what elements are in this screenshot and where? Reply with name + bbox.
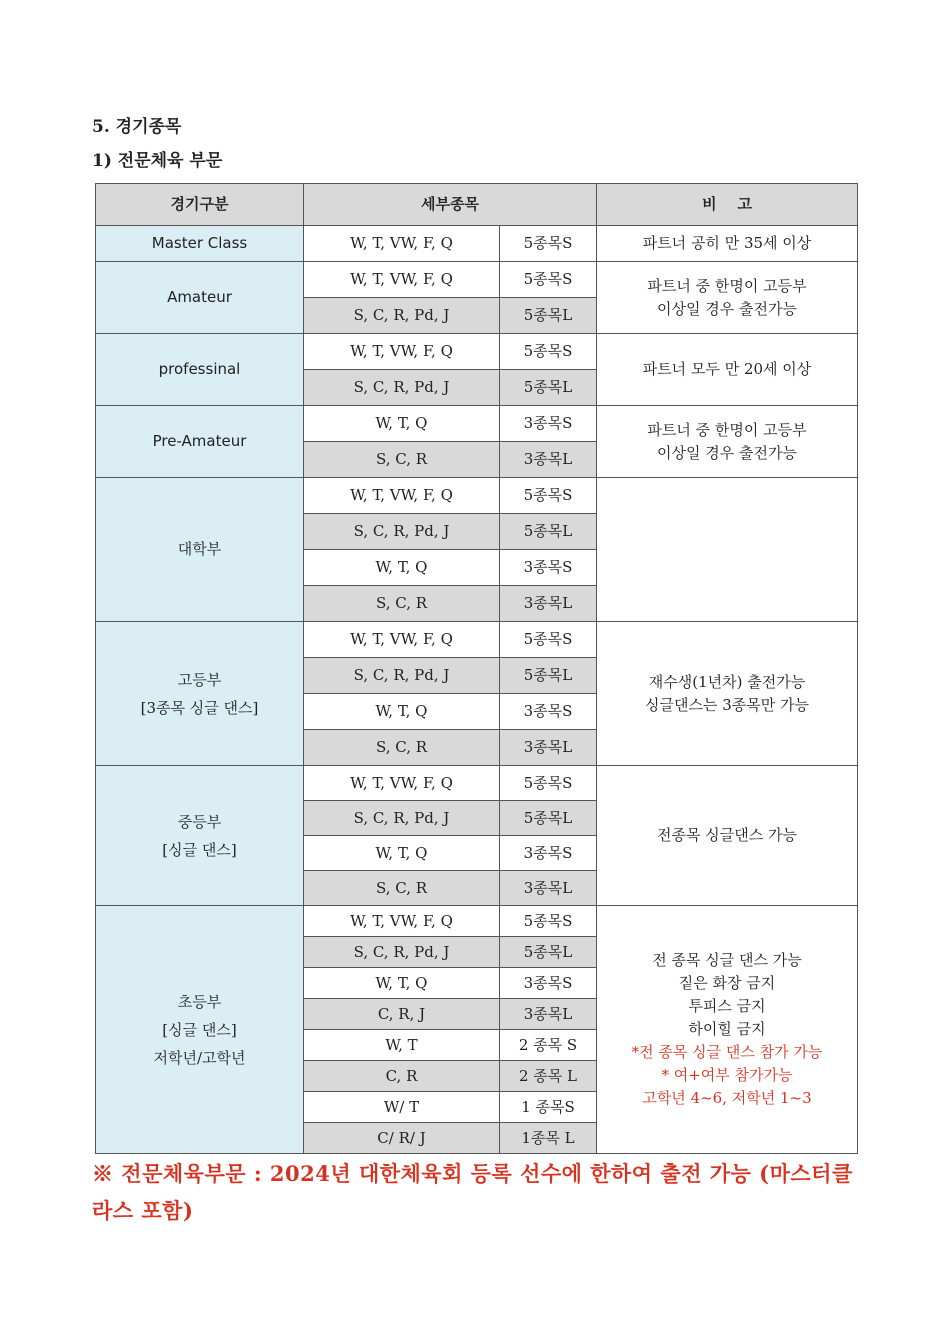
- header-remarks: 비 고: [597, 184, 858, 226]
- dance-cell: W, T, VW, F, Q: [304, 622, 500, 658]
- subsection-title: 1) 전문체육 부문: [92, 151, 223, 171]
- event-count-cell: 3종목L: [500, 730, 597, 766]
- dance-cell: S, C, R, Pd, J: [304, 658, 500, 694]
- dance-cell: C, R: [304, 1061, 500, 1092]
- remark-line: *전 종목 싱글 댄스 참가 가능: [631, 1043, 823, 1061]
- category-cell: professinal: [96, 334, 304, 406]
- remark-line: 짙은 화장 금지: [678, 974, 776, 992]
- dance-cell: S, C, R: [304, 442, 500, 478]
- event-count-cell: 5종목S: [500, 262, 597, 298]
- event-count-cell: 2 종목 L: [500, 1061, 597, 1092]
- table-header-row: [96, 184, 858, 226]
- table-row: [96, 406, 858, 442]
- remark-cell: [597, 262, 858, 334]
- remark-line: 고학년 4~6, 저학년 1~3: [642, 1089, 812, 1107]
- dance-cell: W, T, VW, F, Q: [304, 226, 500, 262]
- table-row: [96, 622, 858, 658]
- dance-cell: C/ R/ J: [304, 1123, 500, 1154]
- dance-cell: W, T, Q: [304, 968, 500, 999]
- event-count-cell: 1 종목S: [500, 1092, 597, 1123]
- remark-line: 이상일 경우 출전가능: [657, 299, 797, 318]
- category-line: [3종목 싱글 댄스]: [140, 698, 259, 717]
- event-count-cell: 5종목S: [500, 906, 597, 937]
- category-cell: [96, 622, 304, 766]
- table-row: [96, 478, 858, 514]
- event-count-cell: 3종목L: [500, 442, 597, 478]
- dance-cell: S, C, R: [304, 871, 500, 906]
- remark-cell: [597, 622, 858, 766]
- category-cell: Master Class: [96, 226, 304, 262]
- remark-line: * 여+여부 참가가능: [661, 1066, 793, 1084]
- remark-cell: 파트너 모두 만 20세 이상: [597, 334, 858, 406]
- dance-cell: S, C, R, Pd, J: [304, 298, 500, 334]
- event-count-cell: 5종목S: [500, 622, 597, 658]
- remark-cell: 전종목 싱글댄스 가능: [597, 766, 858, 906]
- header-events: 세부종목: [304, 184, 597, 226]
- event-count-cell: 3종목S: [500, 550, 597, 586]
- dance-cell: W, T, VW, F, Q: [304, 262, 500, 298]
- dance-cell: W, T: [304, 1030, 500, 1061]
- remark-line: 싱글댄스는 3종목만 가능: [645, 695, 809, 714]
- remark-line: 투피스 금지: [688, 997, 766, 1015]
- remark-cell: 파트너 공히 만 35세 이상: [597, 226, 858, 262]
- dance-cell: W, T, Q: [304, 550, 500, 586]
- dance-cell: W, T, Q: [304, 836, 500, 871]
- dance-cell: S, C, R: [304, 586, 500, 622]
- event-count-cell: 5종목S: [500, 766, 597, 801]
- dance-cell: S, C, R, Pd, J: [304, 937, 500, 968]
- remark-cell: [597, 478, 858, 622]
- event-count-cell: 5종목L: [500, 370, 597, 406]
- remark-line: 이상일 경우 출전가능: [657, 443, 797, 462]
- event-count-cell: 5종목L: [500, 298, 597, 334]
- event-count-cell: 3종목S: [500, 836, 597, 871]
- category-cell: [96, 766, 304, 906]
- event-count-cell: 5종목L: [500, 658, 597, 694]
- footnote: ※ 전문체육부문 : 2024년 대한체육회 등록 선수에 한하여 출전 가능 (마스터클라스 포함): [92, 1161, 853, 1223]
- table-row: [96, 766, 858, 801]
- dance-cell: C, R, J: [304, 999, 500, 1030]
- category-cell: Pre-Amateur: [96, 406, 304, 478]
- event-count-cell: 5종목L: [500, 801, 597, 836]
- category-cell: [96, 906, 304, 1154]
- event-count-cell: 5종목L: [500, 514, 597, 550]
- category-line: 고등부: [177, 670, 222, 689]
- dance-cell: W, T, VW, F, Q: [304, 334, 500, 370]
- event-count-cell: 1종목 L: [500, 1123, 597, 1154]
- section-title: 5. 경기종목: [92, 117, 182, 137]
- table-row: [96, 906, 858, 937]
- event-count-cell: 5종목S: [500, 334, 597, 370]
- category-line: [싱글 댄스]: [162, 1020, 237, 1039]
- table-row: [96, 226, 858, 262]
- event-count-cell: 5종목S: [500, 478, 597, 514]
- remark-line: 하이힐 금지: [688, 1020, 766, 1038]
- category-line: 저학년/고학년: [153, 1048, 246, 1067]
- dance-cell: S, C, R, Pd, J: [304, 370, 500, 406]
- event-count-cell: 5종목S: [500, 226, 597, 262]
- category-cell: Amateur: [96, 262, 304, 334]
- dance-cell: W, T, Q: [304, 694, 500, 730]
- event-count-cell: 2 종목 S: [500, 1030, 597, 1061]
- dance-cell: W/ T: [304, 1092, 500, 1123]
- dance-cell: S, C, R: [304, 730, 500, 766]
- remark-line: 파트너 중 한명이 고등부: [647, 420, 807, 439]
- event-count-cell: 3종목L: [500, 586, 597, 622]
- event-count-cell: 3종목S: [500, 968, 597, 999]
- event-count-cell: 3종목L: [500, 871, 597, 906]
- event-count-cell: 3종목L: [500, 999, 597, 1030]
- table-row: [96, 334, 858, 370]
- dance-cell: S, C, R, Pd, J: [304, 801, 500, 836]
- header-category: 경기구분: [96, 184, 304, 226]
- category-cell: 대학부: [96, 478, 304, 622]
- event-count-cell: 3종목S: [500, 406, 597, 442]
- remark-cell: [597, 406, 858, 478]
- category-line: 초등부: [177, 992, 222, 1011]
- dance-cell: W, T, Q: [304, 406, 500, 442]
- dance-cell: W, T, VW, F, Q: [304, 478, 500, 514]
- dance-cell: S, C, R, Pd, J: [304, 514, 500, 550]
- table-row: [96, 262, 858, 298]
- remark-line: 파트너 중 한명이 고등부: [647, 276, 807, 295]
- event-count-cell: 5종목L: [500, 937, 597, 968]
- dance-cell: W, T, VW, F, Q: [304, 906, 500, 937]
- category-line: [싱글 댄스]: [162, 840, 237, 859]
- event-count-cell: 3종목S: [500, 694, 597, 730]
- remark-line: 전 종목 싱글 댄스 가능: [652, 951, 802, 969]
- remark-line: 재수생(1년차) 출전가능: [648, 672, 806, 691]
- category-line: 중등부: [177, 812, 222, 831]
- dance-cell: W, T, VW, F, Q: [304, 766, 500, 801]
- events-table: [95, 183, 858, 1154]
- remark-cell: [597, 906, 858, 1154]
